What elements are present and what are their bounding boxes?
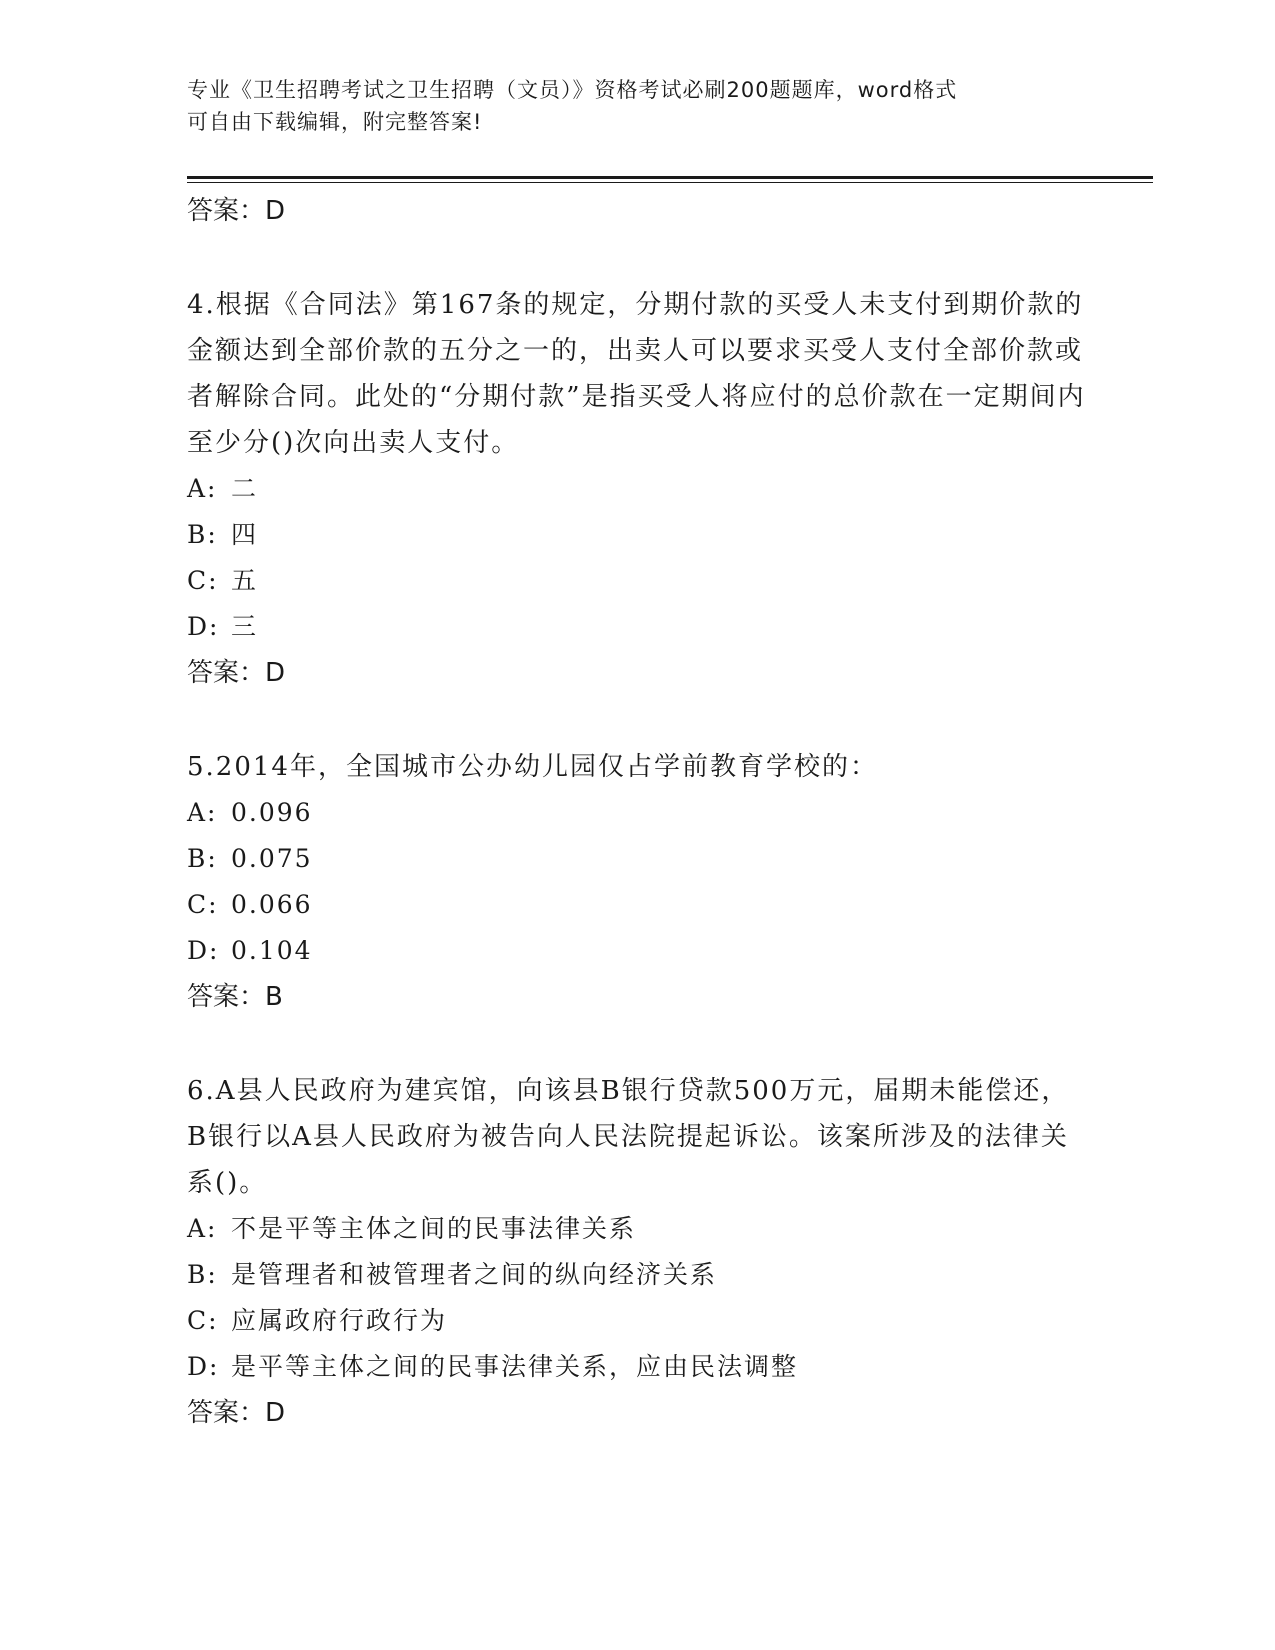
option-letter: A: — [187, 474, 218, 503]
question-stem: 6.A县人民政府为建宾馆，向该县B银行贷款500万元，届期未能偿还，B银行以A县人民政府为被告向人民法院提起诉讼。该案所涉及的法律关系()。 — [187, 1076, 1070, 1198]
option-letter: C: — [187, 1306, 219, 1335]
question-stem: 5.2014年，全国城市公办幼儿园仅占学前教育学校的： — [187, 752, 878, 782]
question-item — [187, 744, 1087, 1020]
option-text: 是管理者和被管理者之间的纵向经济关系 — [231, 1260, 718, 1289]
option-b — [187, 512, 1087, 558]
option-d — [187, 928, 1087, 974]
option-text: 不是平等主体之间的民事法律关系 — [231, 1214, 637, 1243]
option-d — [187, 604, 1087, 650]
header-divider-thin — [187, 182, 1153, 183]
option-letter: D: — [187, 936, 220, 965]
option-text: 四 — [231, 520, 259, 549]
option-a — [187, 1206, 1087, 1252]
option-letter: D: — [187, 612, 220, 641]
option-text: 三 — [231, 612, 259, 641]
option-text: 0.096 — [231, 798, 313, 827]
option-text: 二 — [231, 474, 259, 503]
previous-answer: 答案：D — [187, 196, 286, 226]
question-list — [187, 188, 1087, 1436]
option-c — [187, 1298, 1087, 1344]
option-b — [187, 836, 1087, 882]
option-letter: C: — [187, 890, 219, 919]
option-b — [187, 1252, 1087, 1298]
question-answer: 答案：D — [187, 658, 286, 688]
question-answer: 答案：D — [187, 1398, 286, 1428]
option-text: 0.066 — [231, 890, 313, 919]
option-text: 是平等主体之间的民事法律关系，应由民法调整 — [231, 1352, 799, 1381]
option-d — [187, 1344, 1087, 1390]
option-a — [187, 466, 1087, 512]
option-letter: B: — [187, 844, 218, 873]
option-text: 0.104 — [231, 936, 313, 965]
option-letter: A: — [187, 798, 218, 827]
question-stem: 4.根据《合同法》第167条的规定，分期付款的买受人未支付到期价款的金额达到全部价款的五分之一的，出卖人可以要求买受人支付全部价款或者解除合同。此处的“分期付款”是指买受人将应付的总价款在一定期间内至少分()次向出卖人支付。 — [187, 290, 1086, 458]
option-letter: B: — [187, 520, 218, 549]
option-letter: B: — [187, 1260, 218, 1289]
option-letter: D: — [187, 1352, 220, 1381]
option-text: 应属政府行政行为 — [231, 1306, 448, 1335]
option-letter: C: — [187, 566, 219, 595]
header-line-2: 可自由下载编辑，附完整答案! — [187, 110, 483, 134]
option-letter: A: — [187, 1214, 218, 1243]
option-text: 五 — [231, 566, 259, 595]
header-line-1: 专业《卫生招聘考试之卫生招聘（文员）》资格考试必刷200题题库，word格式 — [187, 78, 958, 102]
question-item — [187, 282, 1087, 696]
option-a — [187, 790, 1087, 836]
option-c — [187, 882, 1087, 928]
option-c — [187, 558, 1087, 604]
question-item — [187, 1068, 1087, 1436]
question-answer: 答案：B — [187, 982, 283, 1012]
option-text: 0.075 — [231, 844, 313, 873]
page-header — [187, 74, 1067, 138]
header-divider-thick — [187, 176, 1153, 179]
